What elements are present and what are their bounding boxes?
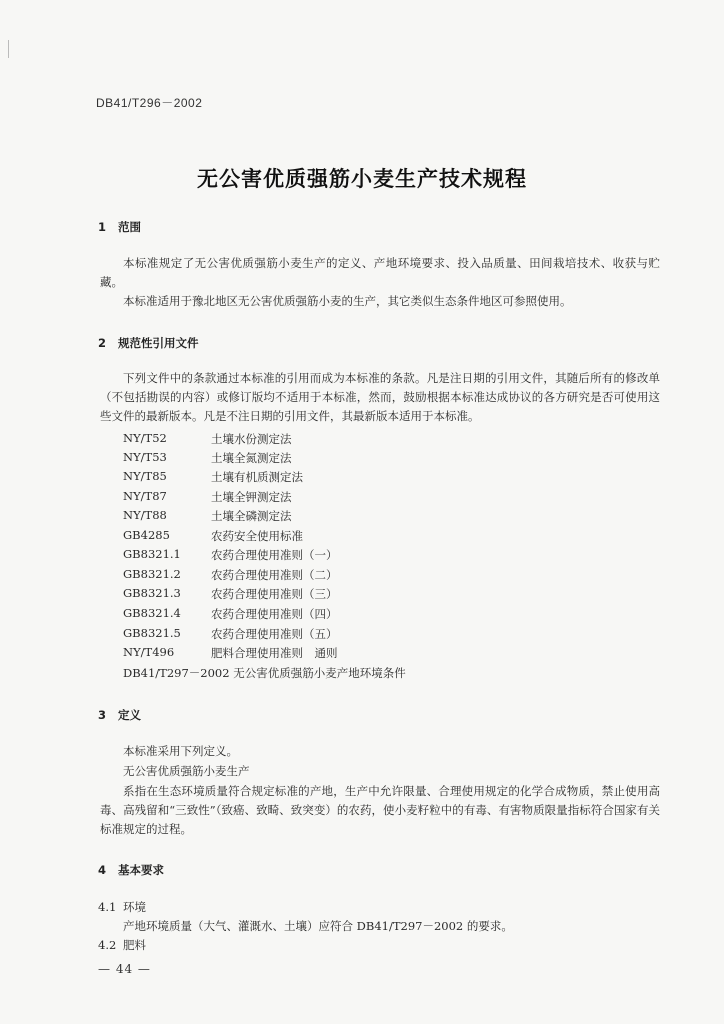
page-number: — 44 — (98, 962, 151, 976)
section-title: 定义 (118, 708, 141, 722)
section-number: 1 (98, 220, 107, 234)
reference-code: GB8321.4 (123, 606, 181, 620)
section-3-heading (98, 707, 141, 723)
section-number: 2 (98, 336, 107, 350)
reference-code: GB8321.1 (123, 547, 181, 561)
reference-code: NY/T85 (123, 469, 167, 483)
definition-term: 无公害优质强筋小麦生产 (123, 764, 250, 778)
reference-code: GB8321.3 (123, 586, 181, 600)
section-1-paragraph-2: 本标准适用于豫北地区无公害优质强筋小麦的生产，其它类似生态条件地区可参照使用。 (123, 294, 572, 308)
reference-code: NY/T88 (123, 508, 167, 522)
reference-title: 农药合理使用准则（四） (211, 607, 338, 621)
section-1-paragraph-1: 本标准规定了无公害优质强筋小麦生产的定义、产地环境要求、投入品质量、田间栽培技术、收获与贮藏。 (100, 256, 660, 289)
reference-title: 农药合理使用准则（五） (211, 627, 338, 641)
reference-title: 肥料合理使用准则 通则 (211, 646, 338, 660)
reference-title: 农药安全使用标准 (211, 529, 303, 543)
reference-code: NY/T496 (123, 645, 175, 659)
reference-code: NY/T53 (123, 450, 167, 464)
subsection-number: 4.1 (98, 900, 117, 914)
section-1-heading (98, 219, 141, 235)
reference-title: 土壤水份测定法 (211, 432, 292, 446)
scan-edge-mark (8, 40, 9, 58)
reference-title: 农药合理使用准则（二） (211, 568, 338, 582)
definition-intro: 本标准采用下列定义。 (123, 744, 238, 758)
section-number: 3 (98, 708, 107, 722)
section-number: 4 (98, 863, 107, 877)
section-2-heading (98, 335, 199, 351)
subsection-4-2-heading (98, 937, 146, 953)
reference-code: GB8321.5 (123, 626, 181, 640)
section-title: 范围 (118, 220, 141, 234)
reference-code: GB8321.2 (123, 567, 181, 581)
reference-code: NY/T52 (123, 431, 167, 445)
reference-last: DB41/T297－2002 无公害优质强筋小麦产地环境条件 (123, 666, 406, 680)
document-title: 无公害优质强筋小麦生产技术规程 (197, 166, 527, 191)
document-code: DB41/T296－2002 (96, 96, 203, 110)
reference-title: 农药合理使用准则（一） (211, 548, 338, 562)
definition-text: 系指在生态环境质量符合规定标准的产地，生产中允许限量、合理使用规定的化学合成物质，禁止使用高毒、高残留和“三致性”（致癌、致畸、致突变）的农药，使小麦籽粒中的有毒、有害物质限量指标符合国家有关标准规定的过程。 (100, 784, 660, 836)
reference-code: GB4285 (123, 528, 170, 542)
subsection-title: 环境 (123, 900, 146, 914)
reference-title: 土壤有机质测定法 (211, 470, 303, 484)
section-4-heading (98, 862, 164, 878)
section-title: 规范性引用文件 (118, 336, 199, 350)
reference-code: NY/T87 (123, 489, 167, 503)
subsection-4-1-text: 产地环境质量（大气、灌溉水、土壤）应符合 DB41/T297－2002 的要求。 (123, 919, 513, 933)
reference-title: 土壤全钾测定法 (211, 490, 292, 504)
reference-title: 土壤全氮测定法 (211, 451, 292, 465)
subsection-4-1-heading (98, 899, 146, 915)
subsection-number: 4.2 (98, 938, 117, 952)
reference-title: 农药合理使用准则（三） (211, 587, 338, 601)
section-title: 基本要求 (118, 863, 164, 877)
section-2-paragraph: 下列文件中的条款通过本标准的引用而成为本标准的条款。凡是注日期的引用文件，其随后所有的修改单（不包括勘误的内容）或修订版均不适用于本标准，然而，鼓励根据本标准达成协议的各方研究是否可使用这些文件的最新版本。凡是不注日期的引用文件，其最新版本适用于本标准。 (100, 371, 660, 423)
subsection-title: 肥料 (123, 938, 146, 952)
reference-title: 土壤全磷测定法 (211, 509, 292, 523)
